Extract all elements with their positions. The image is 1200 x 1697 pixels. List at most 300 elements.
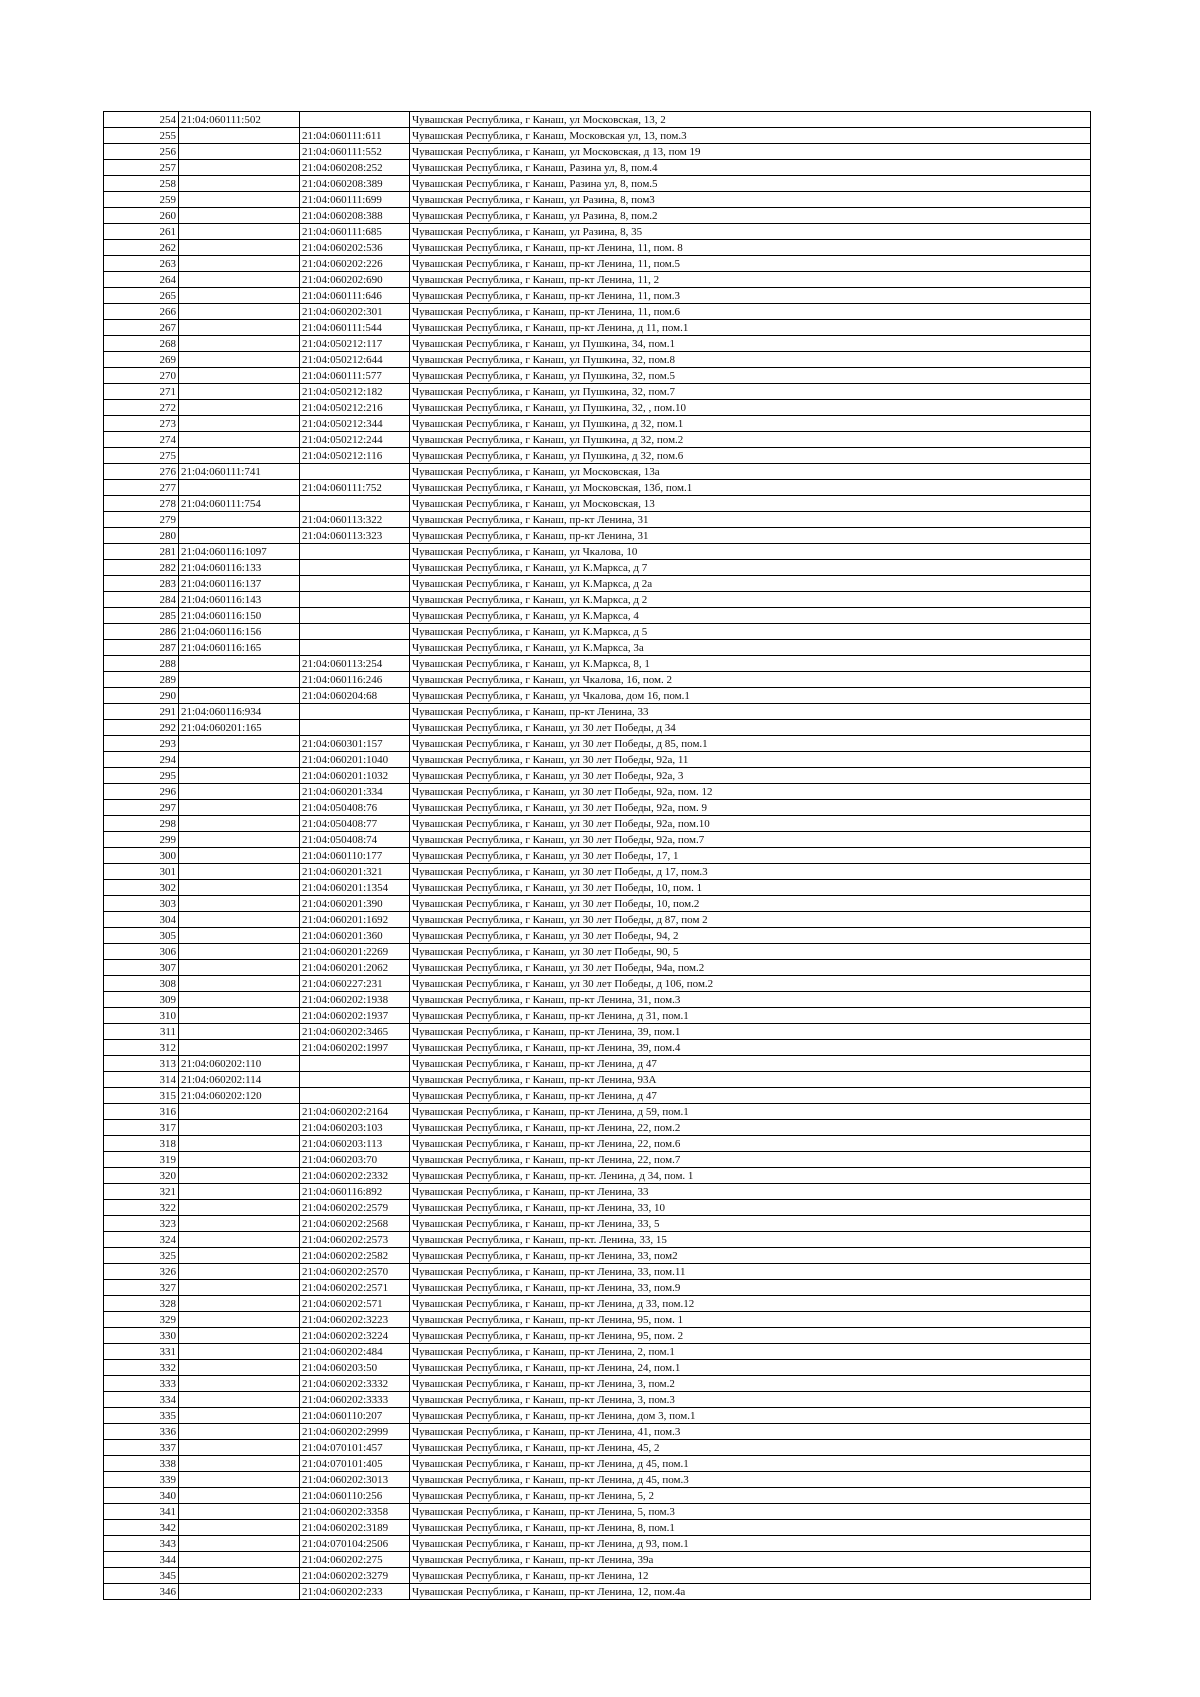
table-row bbox=[104, 1408, 1091, 1424]
premises-cadastral-number-cell: 21:04:060301:157 bbox=[300, 736, 410, 752]
table-row bbox=[104, 1440, 1091, 1456]
cadastral-number-cell bbox=[179, 384, 300, 400]
table-row bbox=[104, 720, 1091, 736]
address-cell: Чувашская Республика, г Канаш, пр-кт Ленина, 31, пом.3 bbox=[410, 992, 1091, 1008]
address-cell: Чувашская Республика, г Канаш, пр-кт Ленина, 31 bbox=[410, 512, 1091, 528]
table-row bbox=[104, 1072, 1091, 1088]
cadastral-number-cell bbox=[179, 1472, 300, 1488]
cadastral-number-cell bbox=[179, 208, 300, 224]
cadastral-number-cell bbox=[179, 368, 300, 384]
table-row bbox=[104, 1184, 1091, 1200]
table-row bbox=[104, 624, 1091, 640]
premises-cadastral-number-cell: 21:04:060202:226 bbox=[300, 256, 410, 272]
address-cell: Чувашская Республика, г Канаш, ул Чкалова, дом 16, пом.1 bbox=[410, 688, 1091, 704]
cadastral-number-cell bbox=[179, 960, 300, 976]
row-number-cell: 338 bbox=[104, 1456, 179, 1472]
cadastral-number-cell: 21:04:060116:934 bbox=[179, 704, 300, 720]
cadastral-number-cell: 21:04:060201:165 bbox=[179, 720, 300, 736]
premises-cadastral-number-cell: 21:04:060202:1938 bbox=[300, 992, 410, 1008]
premises-cadastral-number-cell bbox=[300, 1056, 410, 1072]
row-number-cell: 327 bbox=[104, 1280, 179, 1296]
cadastral-number-cell bbox=[179, 1568, 300, 1584]
row-number-cell: 258 bbox=[104, 176, 179, 192]
cadastral-number-cell bbox=[179, 768, 300, 784]
cadastral-number-cell bbox=[179, 1392, 300, 1408]
table-row bbox=[104, 416, 1091, 432]
cadastral-number-cell bbox=[179, 1184, 300, 1200]
table-row bbox=[104, 1568, 1091, 1584]
address-cell: Чувашская Республика, г Канаш, пр-кт Ленина, 33, 10 bbox=[410, 1200, 1091, 1216]
address-cell: Чувашская Республика, г Канаш, Разина ул, 8, пом.5 bbox=[410, 176, 1091, 192]
table-row bbox=[104, 912, 1091, 928]
premises-cadastral-number-cell: 21:04:060201:321 bbox=[300, 864, 410, 880]
row-number-cell: 274 bbox=[104, 432, 179, 448]
row-number-cell: 330 bbox=[104, 1328, 179, 1344]
premises-cadastral-number-cell: 21:04:060110:256 bbox=[300, 1488, 410, 1504]
row-number-cell: 329 bbox=[104, 1312, 179, 1328]
row-number-cell: 324 bbox=[104, 1232, 179, 1248]
row-number-cell: 289 bbox=[104, 672, 179, 688]
address-cell: Чувашская Республика, г Канаш, ул 30 лет Победы, 92а, 3 bbox=[410, 768, 1091, 784]
premises-cadastral-number-cell bbox=[300, 720, 410, 736]
address-cell: Чувашская Республика, г Канаш, ул Чкалова, 10 bbox=[410, 544, 1091, 560]
premises-cadastral-number-cell: 21:04:060227:231 bbox=[300, 976, 410, 992]
premises-cadastral-number-cell: 21:04:060201:360 bbox=[300, 928, 410, 944]
premises-cadastral-number-cell: 21:04:060202:3189 bbox=[300, 1520, 410, 1536]
table-row bbox=[104, 1552, 1091, 1568]
row-number-cell: 303 bbox=[104, 896, 179, 912]
address-cell: Чувашская Республика, г Канаш, пр-кт Ленина, 12 bbox=[410, 1568, 1091, 1584]
address-cell: Чувашская Республика, г Канаш, пр-кт Ленина, 95, пом. 2 bbox=[410, 1328, 1091, 1344]
cadastral-number-cell bbox=[179, 1248, 300, 1264]
address-cell: Чувашская Республика, г Канаш, ул 30 лет Победы, 10, пом. 1 bbox=[410, 880, 1091, 896]
address-cell: Чувашская Республика, г Канаш, пр-кт Ленина, 33, 5 bbox=[410, 1216, 1091, 1232]
premises-cadastral-number-cell: 21:04:060202:3332 bbox=[300, 1376, 410, 1392]
table-row bbox=[104, 1488, 1091, 1504]
address-cell: Чувашская Республика, г Канаш, ул К.Маркса, 3а bbox=[410, 640, 1091, 656]
address-cell: Чувашская Республика, г Канаш, ул 30 лет Победы, д 34 bbox=[410, 720, 1091, 736]
cadastral-number-cell bbox=[179, 928, 300, 944]
row-number-cell: 270 bbox=[104, 368, 179, 384]
table-row bbox=[104, 896, 1091, 912]
address-cell: Чувашская Республика, г Канаш, пр-кт Ленина, д 11, пом.1 bbox=[410, 320, 1091, 336]
cadastral-number-cell bbox=[179, 1200, 300, 1216]
premises-cadastral-number-cell: 21:04:060116:246 bbox=[300, 672, 410, 688]
address-cell: Чувашская Республика, г Канаш, пр-кт Ленина, д 45, пом.1 bbox=[410, 1456, 1091, 1472]
cadastral-number-cell bbox=[179, 512, 300, 528]
cadastral-number-cell bbox=[179, 336, 300, 352]
row-number-cell: 272 bbox=[104, 400, 179, 416]
table-row bbox=[104, 1232, 1091, 1248]
row-number-cell: 260 bbox=[104, 208, 179, 224]
table-row bbox=[104, 240, 1091, 256]
row-number-cell: 328 bbox=[104, 1296, 179, 1312]
row-number-cell: 267 bbox=[104, 320, 179, 336]
address-cell: Чувашская Республика, г Канаш, ул 30 лет Победы, 90, 5 bbox=[410, 944, 1091, 960]
cadastral-number-cell bbox=[179, 1552, 300, 1568]
row-number-cell: 312 bbox=[104, 1040, 179, 1056]
table-row bbox=[104, 1104, 1091, 1120]
address-cell: Чувашская Республика, г Канаш, пр-кт. Ленина, д 34, пом. 1 bbox=[410, 1168, 1091, 1184]
table-row bbox=[104, 448, 1091, 464]
row-number-cell: 283 bbox=[104, 576, 179, 592]
address-cell: Чувашская Республика, г Канаш, пр-кт Ленина, дом 3, пом.1 bbox=[410, 1408, 1091, 1424]
premises-cadastral-number-cell: 21:04:060110:207 bbox=[300, 1408, 410, 1424]
premises-cadastral-number-cell: 21:04:060203:103 bbox=[300, 1120, 410, 1136]
table-row bbox=[104, 592, 1091, 608]
table-row bbox=[104, 1168, 1091, 1184]
premises-cadastral-number-cell: 21:04:050212:344 bbox=[300, 416, 410, 432]
table-row bbox=[104, 496, 1091, 512]
premises-cadastral-number-cell: 21:04:060111:552 bbox=[300, 144, 410, 160]
row-number-cell: 305 bbox=[104, 928, 179, 944]
row-number-cell: 269 bbox=[104, 352, 179, 368]
table-row bbox=[104, 1248, 1091, 1264]
row-number-cell: 292 bbox=[104, 720, 179, 736]
row-number-cell: 291 bbox=[104, 704, 179, 720]
address-cell: Чувашская Республика, г Канаш, пр-кт Ленина, 33, пом2 bbox=[410, 1248, 1091, 1264]
table-row bbox=[104, 1088, 1091, 1104]
premises-cadastral-number-cell: 21:04:060111:544 bbox=[300, 320, 410, 336]
address-cell: Чувашская Республика, г Канаш, ул Московская, 13, 2 bbox=[410, 112, 1091, 128]
premises-cadastral-number-cell: 21:04:060201:2062 bbox=[300, 960, 410, 976]
address-cell: Чувашская Республика, г Канаш, пр-кт Ленина, 22, пом.7 bbox=[410, 1152, 1091, 1168]
cadastral-number-cell bbox=[179, 1312, 300, 1328]
table-row bbox=[104, 768, 1091, 784]
table-row bbox=[104, 704, 1091, 720]
premises-cadastral-number-cell: 21:04:070101:405 bbox=[300, 1456, 410, 1472]
cadastral-number-cell bbox=[179, 272, 300, 288]
address-cell: Чувашская Республика, г Канаш, пр-кт Ленина, 39а bbox=[410, 1552, 1091, 1568]
address-cell: Чувашская Республика, г Канаш, пр-кт Ленина, д 59, пом.1 bbox=[410, 1104, 1091, 1120]
table-row bbox=[104, 1216, 1091, 1232]
table-row bbox=[104, 800, 1091, 816]
address-cell: Чувашская Республика, г Канаш, пр-кт Ленина, 3, пом.2 bbox=[410, 1376, 1091, 1392]
premises-cadastral-number-cell: 21:04:060202:690 bbox=[300, 272, 410, 288]
address-cell: Чувашская Республика, г Канаш, пр-кт Ленина, 11, пом.5 bbox=[410, 256, 1091, 272]
row-number-cell: 266 bbox=[104, 304, 179, 320]
row-number-cell: 271 bbox=[104, 384, 179, 400]
address-cell: Чувашская Республика, г Канаш, ул 30 лет Победы, 92а, пом.10 bbox=[410, 816, 1091, 832]
address-cell: Чувашская Республика, г Канаш, ул Пушкина, д 32, пом.1 bbox=[410, 416, 1091, 432]
table-row bbox=[104, 576, 1091, 592]
address-cell: Чувашская Республика, г Канаш, ул Пушкина, 34, пом.1 bbox=[410, 336, 1091, 352]
row-number-cell: 335 bbox=[104, 1408, 179, 1424]
address-cell: Чувашская Республика, г Канаш, ул Чкалова, 16, пом. 2 bbox=[410, 672, 1091, 688]
row-number-cell: 264 bbox=[104, 272, 179, 288]
premises-cadastral-number-cell: 21:04:060201:1692 bbox=[300, 912, 410, 928]
premises-cadastral-number-cell bbox=[300, 608, 410, 624]
premises-cadastral-number-cell bbox=[300, 544, 410, 560]
table-row bbox=[104, 1312, 1091, 1328]
premises-cadastral-number-cell: 21:04:060202:233 bbox=[300, 1584, 410, 1600]
premises-cadastral-number-cell: 21:04:060202:3013 bbox=[300, 1472, 410, 1488]
address-cell: Чувашская Республика, г Канаш, ул К.Маркса, д 2а bbox=[410, 576, 1091, 592]
table-row bbox=[104, 144, 1091, 160]
table-row bbox=[104, 128, 1091, 144]
row-number-cell: 344 bbox=[104, 1552, 179, 1568]
premises-cadastral-number-cell: 21:04:070101:457 bbox=[300, 1440, 410, 1456]
row-number-cell: 255 bbox=[104, 128, 179, 144]
address-cell: Чувашская Республика, г Канаш, пр-кт Ленина, 41, пом.3 bbox=[410, 1424, 1091, 1440]
premises-cadastral-number-cell: 21:04:060201:390 bbox=[300, 896, 410, 912]
cadastral-number-cell bbox=[179, 1152, 300, 1168]
table-row bbox=[104, 1344, 1091, 1360]
premises-cadastral-number-cell: 21:04:050212:244 bbox=[300, 432, 410, 448]
premises-cadastral-number-cell: 21:04:060201:1040 bbox=[300, 752, 410, 768]
table-row bbox=[104, 1392, 1091, 1408]
row-number-cell: 326 bbox=[104, 1264, 179, 1280]
cadastral-number-cell bbox=[179, 1232, 300, 1248]
row-number-cell: 263 bbox=[104, 256, 179, 272]
row-number-cell: 254 bbox=[104, 112, 179, 128]
premises-cadastral-number-cell bbox=[300, 592, 410, 608]
cadastral-number-cell bbox=[179, 416, 300, 432]
cadastral-number-cell bbox=[179, 320, 300, 336]
premises-cadastral-number-cell bbox=[300, 1072, 410, 1088]
table-row bbox=[104, 848, 1091, 864]
address-cell: Чувашская Республика, г Канаш, ул К.Маркса, д 2 bbox=[410, 592, 1091, 608]
table-row bbox=[104, 752, 1091, 768]
table-row bbox=[104, 560, 1091, 576]
row-number-cell: 320 bbox=[104, 1168, 179, 1184]
cadastral-number-cell bbox=[179, 880, 300, 896]
address-cell: Чувашская Республика, г Канаш, ул 30 лет Победы, 17, 1 bbox=[410, 848, 1091, 864]
cadastral-number-cell bbox=[179, 128, 300, 144]
premises-cadastral-number-cell: 21:04:060202:484 bbox=[300, 1344, 410, 1360]
row-number-cell: 285 bbox=[104, 608, 179, 624]
row-number-cell: 297 bbox=[104, 800, 179, 816]
cadastral-number-cell bbox=[179, 816, 300, 832]
row-number-cell: 275 bbox=[104, 448, 179, 464]
premises-cadastral-number-cell bbox=[300, 624, 410, 640]
row-number-cell: 300 bbox=[104, 848, 179, 864]
premises-cadastral-number-cell: 21:04:060202:571 bbox=[300, 1296, 410, 1312]
cadastral-number-cell bbox=[179, 784, 300, 800]
table-row bbox=[104, 304, 1091, 320]
table-row bbox=[104, 1584, 1091, 1600]
table-row bbox=[104, 528, 1091, 544]
address-cell: Чувашская Республика, г Канаш, пр-кт Ленина, 24, пом.1 bbox=[410, 1360, 1091, 1376]
table-row bbox=[104, 160, 1091, 176]
table-row bbox=[104, 608, 1091, 624]
premises-cadastral-number-cell: 21:04:060202:2332 bbox=[300, 1168, 410, 1184]
cadastral-number-cell bbox=[179, 832, 300, 848]
address-cell: Чувашская Республика, г Канаш, ул 30 лет Победы, 10, пом.2 bbox=[410, 896, 1091, 912]
cadastral-number-cell bbox=[179, 864, 300, 880]
table-row bbox=[104, 992, 1091, 1008]
table-row bbox=[104, 112, 1091, 128]
address-cell: Чувашская Республика, г Канаш, ул Пушкина, 32, пом.7 bbox=[410, 384, 1091, 400]
table-row bbox=[104, 256, 1091, 272]
table-row bbox=[104, 1008, 1091, 1024]
cadastral-number-cell bbox=[179, 944, 300, 960]
row-number-cell: 287 bbox=[104, 640, 179, 656]
address-cell: Чувашская Республика, г Канаш, ул Пушкина, д 32, пом.2 bbox=[410, 432, 1091, 448]
row-number-cell: 318 bbox=[104, 1136, 179, 1152]
address-cell: Чувашская Республика, г Канаш, ул Московская, д 13, пом 19 bbox=[410, 144, 1091, 160]
row-number-cell: 259 bbox=[104, 192, 179, 208]
premises-cadastral-number-cell: 21:04:060202:2573 bbox=[300, 1232, 410, 1248]
row-number-cell: 281 bbox=[104, 544, 179, 560]
cadastral-number-cell bbox=[179, 1584, 300, 1600]
address-cell: Чувашская Республика, г Канаш, ул 30 лет Победы, д 17, пом.3 bbox=[410, 864, 1091, 880]
row-number-cell: 316 bbox=[104, 1104, 179, 1120]
cadastral-number-cell: 21:04:060116:165 bbox=[179, 640, 300, 656]
row-number-cell: 307 bbox=[104, 960, 179, 976]
row-number-cell: 334 bbox=[104, 1392, 179, 1408]
row-number-cell: 296 bbox=[104, 784, 179, 800]
address-cell: Чувашская Республика, г Канаш, пр-кт Ленина, 31 bbox=[410, 528, 1091, 544]
premises-cadastral-number-cell: 21:04:060202:2164 bbox=[300, 1104, 410, 1120]
address-cell: Чувашская Республика, г Канаш, ул 30 лет Победы, д 87, пом 2 bbox=[410, 912, 1091, 928]
premises-cadastral-number-cell: 21:04:060202:1937 bbox=[300, 1008, 410, 1024]
premises-cadastral-number-cell: 21:04:060113:322 bbox=[300, 512, 410, 528]
row-number-cell: 317 bbox=[104, 1120, 179, 1136]
row-number-cell: 298 bbox=[104, 816, 179, 832]
table-row bbox=[104, 656, 1091, 672]
premises-cadastral-number-cell: 21:04:050212:644 bbox=[300, 352, 410, 368]
table-row bbox=[104, 400, 1091, 416]
cadastral-number-cell bbox=[179, 224, 300, 240]
premises-cadastral-number-cell: 21:04:060201:1032 bbox=[300, 768, 410, 784]
row-number-cell: 276 bbox=[104, 464, 179, 480]
cadastral-number-cell bbox=[179, 1328, 300, 1344]
table-row bbox=[104, 928, 1091, 944]
premises-cadastral-number-cell: 21:04:060202:2570 bbox=[300, 1264, 410, 1280]
property-registry-table bbox=[103, 111, 1091, 1600]
cadastral-number-cell: 21:04:060111:502 bbox=[179, 112, 300, 128]
premises-cadastral-number-cell: 21:04:060111:752 bbox=[300, 480, 410, 496]
address-cell: Чувашская Республика, г Канаш, Московская ул, 13, пом.3 bbox=[410, 128, 1091, 144]
premises-cadastral-number-cell: 21:04:060201:2269 bbox=[300, 944, 410, 960]
premises-cadastral-number-cell: 21:04:060111:611 bbox=[300, 128, 410, 144]
premises-cadastral-number-cell: 21:04:060111:685 bbox=[300, 224, 410, 240]
address-cell: Чувашская Республика, г Канаш, пр-кт Ленина, 39, пом.4 bbox=[410, 1040, 1091, 1056]
premises-cadastral-number-cell: 21:04:060202:2999 bbox=[300, 1424, 410, 1440]
premises-cadastral-number-cell: 21:04:060202:3465 bbox=[300, 1024, 410, 1040]
address-cell: Чувашская Республика, г Канаш, пр-кт. Ленина, 33, 15 bbox=[410, 1232, 1091, 1248]
premises-cadastral-number-cell: 21:04:050212:182 bbox=[300, 384, 410, 400]
address-cell: Чувашская Республика, г Канаш, пр-кт Ленина, д 31, пом.1 bbox=[410, 1008, 1091, 1024]
address-cell: Чувашская Республика, г Канаш, ул К.Маркса, д 7 bbox=[410, 560, 1091, 576]
table-row bbox=[104, 432, 1091, 448]
premises-cadastral-number-cell bbox=[300, 112, 410, 128]
table-row bbox=[104, 1264, 1091, 1280]
row-number-cell: 337 bbox=[104, 1440, 179, 1456]
address-cell: Чувашская Республика, г Канаш, пр-кт Ленина, 5, 2 bbox=[410, 1488, 1091, 1504]
table-row bbox=[104, 176, 1091, 192]
cadastral-number-cell bbox=[179, 688, 300, 704]
row-number-cell: 340 bbox=[104, 1488, 179, 1504]
premises-cadastral-number-cell: 21:04:050408:76 bbox=[300, 800, 410, 816]
cadastral-number-cell bbox=[179, 192, 300, 208]
premises-cadastral-number-cell: 21:04:060111:577 bbox=[300, 368, 410, 384]
row-number-cell: 277 bbox=[104, 480, 179, 496]
address-cell: Чувашская Республика, г Канаш, пр-кт Ленина, 33 bbox=[410, 704, 1091, 720]
table-row bbox=[104, 1328, 1091, 1344]
premises-cadastral-number-cell: 21:04:060202:536 bbox=[300, 240, 410, 256]
cadastral-number-cell bbox=[179, 1376, 300, 1392]
cadastral-number-cell bbox=[179, 896, 300, 912]
row-number-cell: 333 bbox=[104, 1376, 179, 1392]
registry-table-body bbox=[104, 112, 1091, 1600]
cadastral-number-cell bbox=[179, 800, 300, 816]
cadastral-number-cell: 21:04:060202:114 bbox=[179, 1072, 300, 1088]
address-cell: Чувашская Республика, г Канаш, пр-кт Ленина, д 33, пом.12 bbox=[410, 1296, 1091, 1312]
address-cell: Чувашская Республика, г Канаш, ул 30 лет Победы, 92а, пом. 12 bbox=[410, 784, 1091, 800]
row-number-cell: 306 bbox=[104, 944, 179, 960]
row-number-cell: 310 bbox=[104, 1008, 179, 1024]
row-number-cell: 280 bbox=[104, 528, 179, 544]
cadastral-number-cell bbox=[179, 672, 300, 688]
premises-cadastral-number-cell bbox=[300, 1088, 410, 1104]
table-row bbox=[104, 1120, 1091, 1136]
row-number-cell: 321 bbox=[104, 1184, 179, 1200]
address-cell: Чувашская Республика, г Канаш, пр-кт Ленина, д 93, пом.1 bbox=[410, 1536, 1091, 1552]
cadastral-number-cell bbox=[179, 176, 300, 192]
cadastral-number-cell bbox=[179, 1216, 300, 1232]
address-cell: Чувашская Республика, г Канаш, ул К.Маркса, 8, 1 bbox=[410, 656, 1091, 672]
row-number-cell: 273 bbox=[104, 416, 179, 432]
table-row bbox=[104, 864, 1091, 880]
address-cell: Чувашская Республика, г Канаш, пр-кт Ленина, 11, пом.3 bbox=[410, 288, 1091, 304]
premises-cadastral-number-cell: 21:04:060202:2571 bbox=[300, 1280, 410, 1296]
premises-cadastral-number-cell: 21:04:060208:252 bbox=[300, 160, 410, 176]
premises-cadastral-number-cell bbox=[300, 496, 410, 512]
cadastral-number-cell bbox=[179, 432, 300, 448]
address-cell: Чувашская Республика, г Канаш, ул Пушкина, 32, пом.8 bbox=[410, 352, 1091, 368]
address-cell: Чувашская Республика, г Канаш, ул Московская, 13б, пом.1 bbox=[410, 480, 1091, 496]
table-row bbox=[104, 640, 1091, 656]
row-number-cell: 336 bbox=[104, 1424, 179, 1440]
address-cell: Чувашская Республика, г Канаш, ул К.Маркса, 4 bbox=[410, 608, 1091, 624]
row-number-cell: 268 bbox=[104, 336, 179, 352]
row-number-cell: 288 bbox=[104, 656, 179, 672]
row-number-cell: 257 bbox=[104, 160, 179, 176]
cadastral-number-cell bbox=[179, 1024, 300, 1040]
table-row bbox=[104, 1456, 1091, 1472]
address-cell: Чувашская Республика, г Канаш, ул 30 лет Победы, д 85, пом.1 bbox=[410, 736, 1091, 752]
table-row bbox=[104, 368, 1091, 384]
row-number-cell: 322 bbox=[104, 1200, 179, 1216]
address-cell: Чувашская Республика, г Канаш, ул Московская, 13а bbox=[410, 464, 1091, 480]
cadastral-number-cell bbox=[179, 752, 300, 768]
table-row bbox=[104, 1024, 1091, 1040]
premises-cadastral-number-cell: 21:04:060202:3223 bbox=[300, 1312, 410, 1328]
address-cell: Чувашская Республика, г Канаш, ул Пушкина, 32, , пом.10 bbox=[410, 400, 1091, 416]
address-cell: Чувашская Республика, г Канаш, пр-кт Ленина, 8, пом.1 bbox=[410, 1520, 1091, 1536]
address-cell: Чувашская Республика, г Канаш, пр-кт Ленина, 33, пом.9 bbox=[410, 1280, 1091, 1296]
table-row bbox=[104, 736, 1091, 752]
cadastral-number-cell bbox=[179, 992, 300, 1008]
row-number-cell: 342 bbox=[104, 1520, 179, 1536]
row-number-cell: 345 bbox=[104, 1568, 179, 1584]
cadastral-number-cell bbox=[179, 480, 300, 496]
table-row bbox=[104, 320, 1091, 336]
row-number-cell: 265 bbox=[104, 288, 179, 304]
premises-cadastral-number-cell: 21:04:060208:388 bbox=[300, 208, 410, 224]
row-number-cell: 315 bbox=[104, 1088, 179, 1104]
cadastral-number-cell bbox=[179, 656, 300, 672]
address-cell: Чувашская Республика, г Канаш, пр-кт Ленина, д 45, пом.3 bbox=[410, 1472, 1091, 1488]
cadastral-number-cell: 21:04:060111:741 bbox=[179, 464, 300, 480]
cadastral-number-cell bbox=[179, 1296, 300, 1312]
cadastral-number-cell bbox=[179, 400, 300, 416]
row-number-cell: 293 bbox=[104, 736, 179, 752]
address-cell: Чувашская Республика, г Канаш, пр-кт Ленина, 33, пом.11 bbox=[410, 1264, 1091, 1280]
premises-cadastral-number-cell: 21:04:060202:3333 bbox=[300, 1392, 410, 1408]
